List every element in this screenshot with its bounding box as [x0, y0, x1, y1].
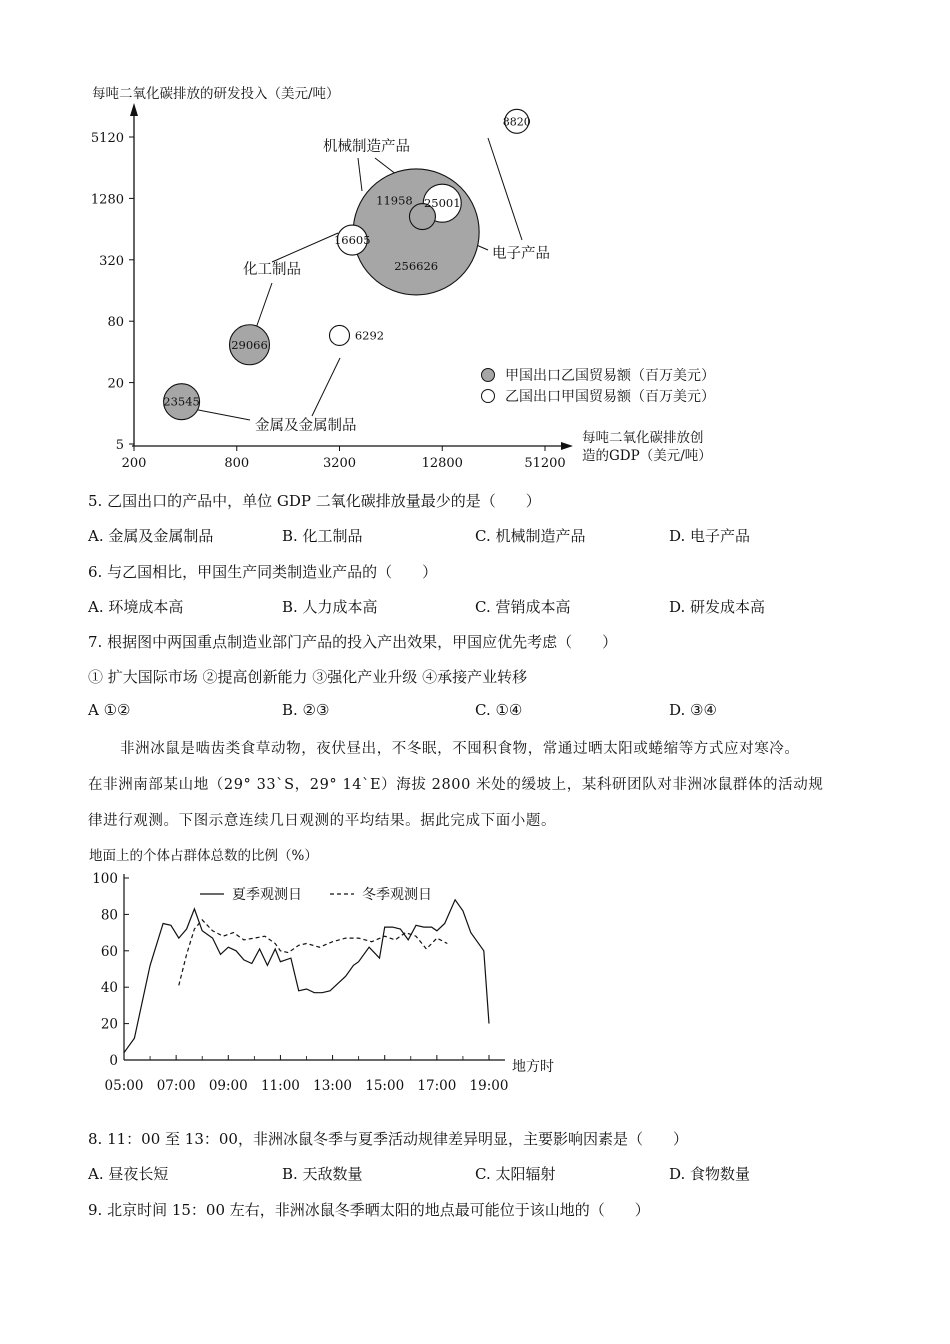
group-label: 电子产品	[492, 246, 550, 262]
bubble-value-label: 29066	[231, 337, 268, 352]
bubble-6292	[330, 325, 350, 345]
x-tick-label: 19:00	[469, 1078, 509, 1094]
y-tick-label: 40	[100, 980, 118, 997]
series-line-summer	[124, 900, 489, 1053]
question-6-stem: 6. 与乙国相比，甲国生产同类制造业产品的（ ）	[88, 563, 438, 581]
question-5-stem: 5. 乙国出口的产品中，单位 GDP 二氧化碳排放量最少的是（ ）	[88, 492, 541, 510]
q7-option-a: A ①②	[88, 701, 131, 719]
bubble-value-label: 8820	[502, 115, 531, 129]
line-chart-series	[124, 900, 489, 1053]
x-tick-label: 17:00	[417, 1078, 457, 1094]
q6-option-a: A. 环境成本高	[88, 598, 184, 616]
q5-option-c: C. 机械制造产品	[475, 527, 586, 545]
legend-label: 夏季观测日	[232, 887, 302, 903]
bubble-value-label: 16605	[333, 233, 371, 248]
bubble-value-label: 11958	[376, 193, 413, 208]
passage-line-1: 非洲冰鼠是啮齿类食草动物，夜伏昼出，不冬眠，不囤积食物，常通过晒太阳或蜷缩等方式应对寒冷。	[120, 741, 800, 757]
question-7-stem: 7. 根据图中两国重点制造业部门产品的投入产出效果，甲国应优先考虑（ ）	[88, 633, 618, 651]
question-7-items: ① 扩大国际市场 ②提高创新能力 ③强化产业升级 ④承接产业转移	[88, 668, 528, 686]
y-tick-label: 80	[107, 315, 124, 331]
leader-line	[358, 158, 362, 191]
y-tick-label: 60	[100, 943, 118, 960]
line-chart-legend	[200, 887, 432, 903]
line-chart	[0, 838, 950, 1098]
bubble-value-label: 23545	[163, 394, 200, 409]
bubble-value-label: 256626	[394, 258, 439, 273]
x-axis-title: 地方时	[512, 1059, 554, 1075]
question-8-stem: 8. 11：00 至 13：00，非洲冰鼠冬季与夏季活动规律差异明显，主要影响因素是（ ）	[88, 1130, 688, 1148]
q5-option-b: B. 化工制品	[282, 527, 363, 545]
x-tick-label: 800	[224, 456, 250, 470]
x-tick-label: 15:00	[365, 1078, 405, 1094]
q5-option-a: A. 金属及金属制品	[88, 527, 214, 545]
q8-option-b: B. 天敌数量	[282, 1165, 363, 1183]
y-tick-label: 320	[99, 253, 124, 269]
legend-label: 甲国出口乙国贸易额（百万美元）	[505, 368, 715, 384]
q8-option-a: A. 昼夜长短	[88, 1165, 169, 1183]
group-label: 金属及金属制品	[255, 418, 357, 434]
question-9-stem: 9. 北京时间 15：00 左右，非洲冰鼠冬季晒太阳的地点最可能位于该山地的（ ）	[88, 1201, 650, 1219]
x-tick-label: 3200	[322, 456, 357, 470]
y-axis-title: 每吨二氧化碳排放的研发投入（美元/吨）	[92, 86, 340, 102]
y-tick-label: 5120	[90, 131, 124, 146]
y-axis-title: 地面上的个体占群体总数的比例（%）	[89, 848, 318, 864]
leader-line	[488, 138, 522, 240]
q7-option-d: D. ③④	[669, 701, 717, 719]
leader-line	[255, 283, 272, 331]
legend-label: 冬季观测日	[362, 887, 432, 903]
bubble-value-label: 6292	[354, 328, 385, 343]
y-tick-label: 20	[100, 1016, 118, 1033]
bubble-value-label: 25001	[423, 196, 461, 211]
x-axis-title-line1: 每吨二氧化碳排放创	[582, 430, 704, 446]
bubble-chart-legend	[482, 367, 716, 405]
passage-line-2: 在非洲南部某山地（29° 33`S，29° 14`E）海拔 2800 米处的缓坡上，某科研团队对非洲冰鼠群体的活动规	[88, 777, 824, 793]
x-tick-label: 09:00	[208, 1078, 248, 1094]
x-tick-label: 11:00	[260, 1078, 300, 1094]
q8-option-d: D. 食物数量	[669, 1165, 751, 1183]
x-tick-label: 13:00	[313, 1078, 353, 1094]
q6-option-b: B. 人力成本高	[282, 598, 378, 616]
q8-option-c: C. 太阳辐射	[475, 1165, 556, 1183]
x-tick-label: 51200	[524, 456, 566, 470]
y-tick-label: 1280	[90, 192, 124, 208]
q7-option-b: B. ②③	[282, 701, 330, 719]
y-axis-arrow	[130, 103, 138, 116]
y-tick-label: 0	[109, 1053, 118, 1069]
q5-option-d: D. 电子产品	[669, 527, 751, 545]
bubble-chart	[0, 0, 950, 470]
y-tick-label: 80	[100, 907, 118, 924]
y-tick-label: 100	[92, 871, 118, 887]
q7-option-c: C. ①④	[475, 701, 523, 719]
x-tick-label: 07:00	[156, 1078, 196, 1094]
passage-line-3: 律进行观测。下图示意连续几日观测的平均结果。据此完成下面小题。	[88, 813, 557, 829]
group-label: 化工制品	[243, 262, 301, 278]
x-tick-label: 12800	[421, 456, 463, 470]
q6-option-c: C. 营销成本高	[475, 598, 571, 616]
y-tick-label: 5	[115, 438, 124, 453]
x-tick-label: 05:00	[104, 1078, 144, 1094]
leader-line	[272, 233, 338, 262]
bubble-256626	[353, 169, 479, 295]
legend-label: 乙国出口甲国贸易额（百万美元）	[505, 389, 715, 405]
bubble-chart-leader-lines	[188, 138, 522, 420]
bubble-chart-bubbles	[164, 109, 529, 419]
x-axis-title-line2: 造的GDP（美元/吨）	[582, 448, 712, 464]
leader-line	[312, 358, 340, 416]
x-axis-arrow	[561, 442, 573, 450]
y-tick-label: 20	[107, 376, 124, 392]
legend-marker	[482, 369, 495, 382]
legend-marker	[482, 390, 495, 403]
x-tick-label: 200	[121, 456, 147, 470]
bubble-chart-labels	[163, 115, 550, 434]
q6-option-d: D. 研发成本高	[669, 598, 766, 616]
group-label: 机械制造产品	[323, 139, 410, 155]
